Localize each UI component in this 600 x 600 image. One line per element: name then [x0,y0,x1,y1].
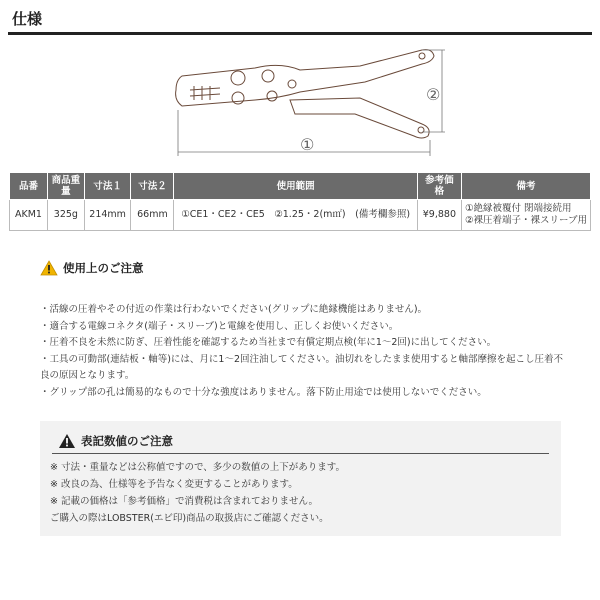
section-title: 仕様 [12,10,43,28]
notes-title: 表記数値のご注意 [81,434,173,448]
table-row [10,200,591,231]
warning-icon [40,260,58,276]
header-weight: 商品重量 [47,173,84,200]
title-divider [8,32,592,35]
header-remarks: 備考 [461,173,590,200]
notes-list [50,459,345,527]
caution-title: 使用上のご注意 [63,261,144,275]
list-item: ・活線の圧着やその付近の作業は行わないでください(グリップに絶縁機能はありません)。 [40,304,428,315]
cell-weight: 325g [47,200,84,231]
remark-line-2: ②裸圧着端子・裸スリーブ用 [464,215,587,226]
cell-part-no: AKM1 [10,200,48,231]
list-item: ・工具の可動部(連結板・軸等)には、月に1〜2回注油してください。油切れをしたまま使用すると軸部摩擦を起こし圧着不良の原因となります。 [40,353,564,381]
header-range: 使用範囲 [174,173,417,200]
header-dim1: 寸法１ [84,173,131,200]
cell-price: ¥9,880 [417,200,461,231]
header-part-no: 品番 [10,173,48,200]
cell-dim2: 66mm [131,200,174,231]
dimension-label-2: ② [426,85,441,104]
list-item: ご購入の際はLOBSTER(エビ印)商品の取扱店にご確認ください。 [50,513,329,524]
caution-heading [40,260,144,276]
crimp-tool-diagram [160,40,450,165]
cell-range: ①CE1・CE2・CE5 ②1.25・2(m㎡) (備考欄参照) [174,200,417,231]
cell-remarks [461,200,590,231]
notes-box [40,421,561,536]
list-item: ※ 寸法・重量などは公称値ですので、多少の数値の上下があります。 [50,462,346,473]
notes-heading [58,433,173,449]
cell-dim1: 214mm [84,200,131,231]
notes-divider [52,453,549,454]
spec-table-header-row [10,173,591,200]
list-item: ・グリップ部の孔は簡易的なもので十分な強度はありません。落下防止用途では使用しないでください。 [40,386,487,398]
remark-line-1: ①絶縁被覆付 閉端接続用 [464,203,572,214]
list-item: ・適合する電線コネクタ(端子・スリーブ)と電線を使用し、正しくお使いください。 [40,320,399,332]
list-item: ※ 記載の価格は「参考価格」で消費税は含まれておりません。 [50,496,319,507]
dimension-label-1: ① [300,135,315,154]
list-item: ・圧着不良を未然に防ぎ、圧着性能を確認するため当社まで有償定期点検(年に1〜2回)に出してください。 [40,337,497,348]
warning-icon [58,433,76,449]
spec-table [9,172,591,231]
caution-list [40,302,565,401]
header-price: 参考価格 [417,173,461,200]
list-item: ※ 改良の為、仕様等を予告なく変更することがあります。 [50,479,298,490]
header-dim2: 寸法２ [131,173,174,200]
